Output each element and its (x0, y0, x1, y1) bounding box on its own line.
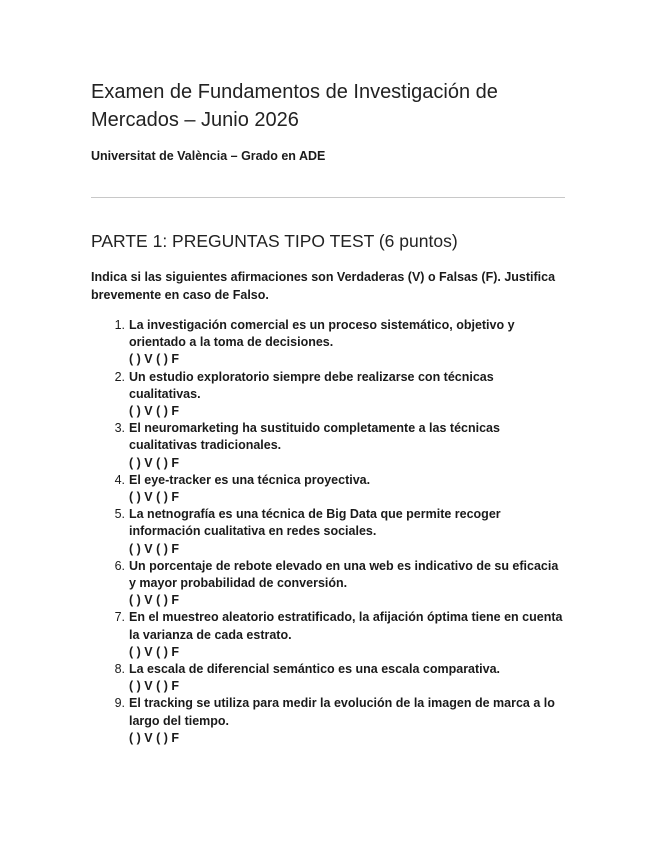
question-text: Un estudio exploratorio siempre debe realizarse con técnicas cualitativas. (129, 369, 494, 401)
question-number: 3. (114, 421, 125, 436)
answer-options: ( ) V ( ) F (129, 455, 179, 470)
question-text: El eye-tracker es una técnica proyectiva. (129, 472, 371, 487)
answer-options: ( ) V ( ) F (129, 404, 179, 419)
question-item (91, 472, 565, 506)
question-text: El neuromarketing ha sustituido completamente a las técnicas cualitativas tradicionales. (129, 421, 500, 453)
question-list (91, 317, 565, 747)
document-subtitle: Universitat de València – Grado en ADE (91, 149, 326, 163)
question-item (91, 661, 565, 695)
question-item (91, 506, 565, 558)
part1-heading: PARTE 1: PREGUNTAS TIPO TEST (6 puntos) (91, 231, 458, 251)
question-text: El tracking se utiliza para medir la evolución de la imagen de marca a lo largo del tiempo. (129, 696, 555, 728)
answer-options: ( ) V ( ) F (129, 490, 179, 505)
answer-options: ( ) V ( ) F (129, 644, 179, 659)
section-divider (91, 197, 565, 198)
question-number: 7. (114, 610, 125, 625)
question-number: 8. (114, 662, 125, 677)
answer-options: ( ) V ( ) F (129, 679, 179, 694)
part1-instructions: Indica si las siguientes afirmaciones son Verdaderas (V) o Falsas (F). Justifica brevemente en caso de Falso. (91, 270, 556, 302)
document-page (91, 78, 565, 747)
question-text: La netnografía es una técnica de Big Data que permite recoger información cualitativa en redes sociales. (129, 507, 501, 539)
answer-options: ( ) V ( ) F (129, 541, 179, 556)
question-text: Un porcentaje de rebote elevado en una web es indicativo de su eficacia y mayor probabilidad de conversión. (129, 558, 559, 591)
question-text: La escala de diferencial semántico es una escala comparativa. (129, 662, 501, 677)
answer-options: ( ) V ( ) F (129, 730, 179, 745)
question-item (91, 609, 565, 661)
question-number: 2. (114, 369, 125, 384)
question-item (91, 317, 565, 369)
question-item (91, 695, 565, 747)
document-title: Examen de Fundamentos de Investigación de Mercados – Junio 2026 (91, 81, 498, 131)
question-number: 9. (114, 696, 125, 711)
answer-options: ( ) V ( ) F (129, 352, 179, 367)
question-text: En el muestreo aleatorio estratificado, la afijación óptima tiene en cuenta la varianza de cada estrato. (129, 610, 563, 642)
question-number: 4. (114, 472, 125, 487)
question-number: 1. (114, 318, 125, 332)
answer-options: ( ) V ( ) F (129, 593, 179, 608)
question-number: 5. (114, 507, 125, 522)
question-number: 6. (114, 558, 125, 573)
question-text: La investigación comercial es un proceso sistemático, objetivo y orientado a la toma de decisiones. (129, 318, 515, 350)
question-item (91, 558, 565, 610)
question-item (91, 369, 565, 421)
question-item (91, 420, 565, 472)
